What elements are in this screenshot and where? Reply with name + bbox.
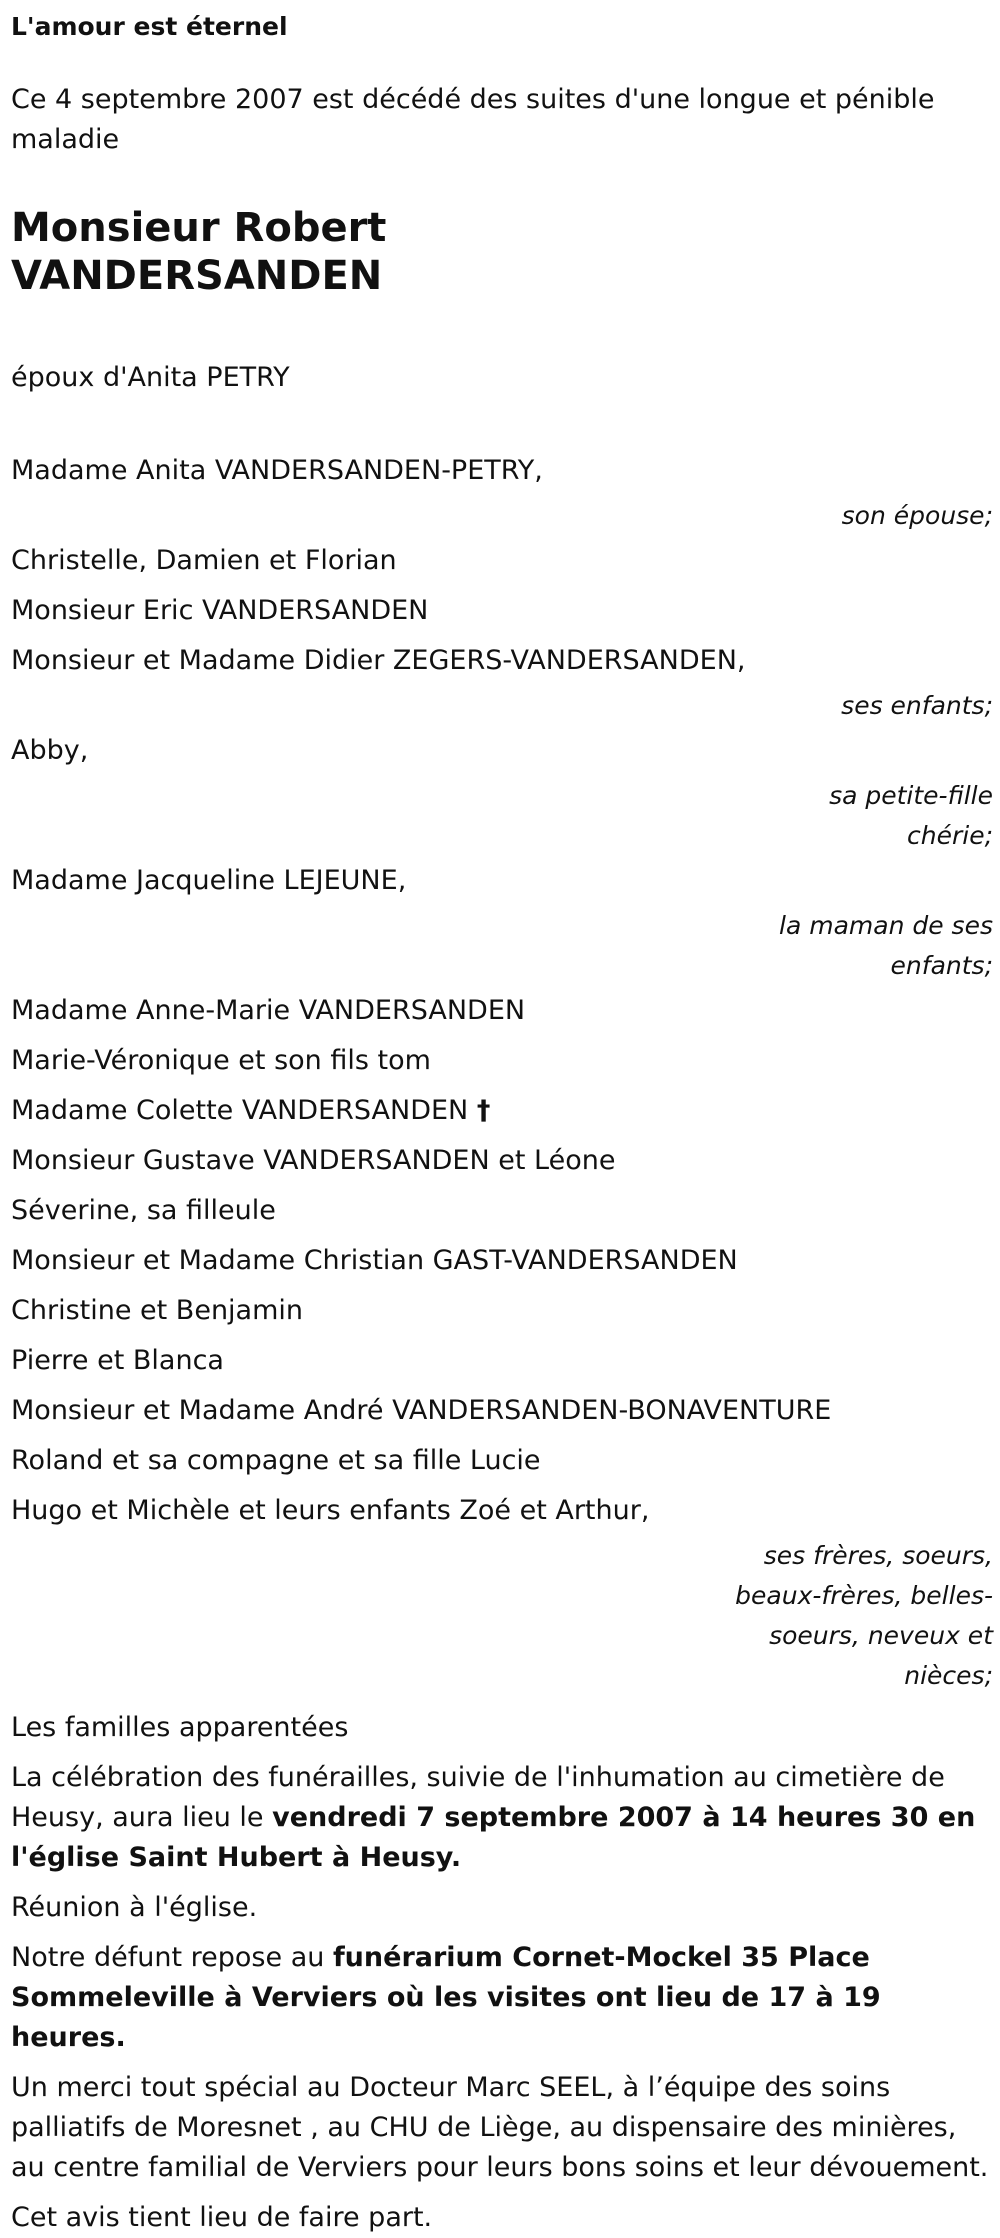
funerarium-details: funérarium Cornet-Mockel 35 Place Sommeleville à Verviers où les visites ont lieu de 17 à 19 heures. — [11, 1942, 881, 2053]
deceased-name — [11, 204, 993, 300]
closing-note: Cet avis tient lieu de faire part. — [11, 2202, 433, 2233]
family-name: Christelle, Damien et Florian — [11, 545, 397, 576]
related-families: Les familles apparentées — [11, 1712, 349, 1743]
family-group-mother — [11, 856, 993, 986]
relation-label — [11, 686, 993, 726]
family-name-text: Madame Colette VANDERSANDEN — [11, 1095, 469, 1126]
family-name: Pierre et Blanca — [11, 1345, 224, 1376]
funeral-date-place: vendredi 7 septembre 2007 à 14 heures 30 en l'église Saint Hubert à Heusy. — [11, 1802, 976, 1873]
relation-label — [11, 1536, 993, 1696]
family-name: Abby, — [11, 735, 89, 766]
relation-text: ses frères, soeurs, beaux-frères, belles-soeurs, neveux et nièces; — [735, 1541, 993, 1690]
family-name: Madame Jacqueline LEJEUNE, — [11, 865, 407, 896]
family-name: Monsieur et Madame Christian GAST-VANDERSANDEN — [11, 1245, 738, 1276]
spouse-of: époux d'Anita PETRY — [11, 362, 290, 393]
funeral-lead: La célébration des funérailles, suivie de l'inhumation au cimetière de Heusy, aura lieu le — [11, 1762, 945, 1833]
relation-text: la maman de ses enfants; — [779, 911, 993, 980]
family-name: Roland et sa compagne et sa fille Lucie — [11, 1445, 541, 1476]
relation-text: son épouse; — [841, 501, 993, 530]
family-name: Hugo et Michèle et leurs enfants Zoé et Arthur, — [11, 1495, 650, 1526]
relation-label — [11, 496, 993, 536]
funeral-details — [11, 1758, 993, 1878]
family-name: Marie-Véronique et son fils tom — [11, 1045, 431, 1076]
death-announcement: Ce 4 septembre 2007 est décédé des suites d'une longue et pénible maladie — [11, 84, 935, 155]
family-group-siblings — [11, 986, 993, 1696]
family-name: Séverine, sa filleule — [11, 1195, 276, 1226]
family-group-granddaughter — [11, 726, 993, 856]
repose-lead: Notre défunt repose au — [11, 1942, 333, 1973]
meeting-note: Réunion à l'église. — [11, 1892, 258, 1923]
family-list — [11, 446, 993, 1696]
relation-text: sa petite-fille chérie; — [829, 781, 993, 850]
family-name: Monsieur Eric VANDERSANDEN — [11, 595, 429, 626]
relation-text: ses enfants; — [841, 691, 993, 720]
relation-label — [11, 776, 993, 856]
family-name-with-dagger — [11, 1086, 993, 1136]
family-group-spouse — [11, 446, 993, 536]
family-name: Madame Anita VANDERSANDEN-PETRY, — [11, 455, 543, 486]
family-name: Monsieur Gustave VANDERSANDEN et Léone — [11, 1145, 616, 1176]
dagger-icon: † — [476, 1095, 491, 1126]
relation-label — [11, 906, 993, 986]
family-group-children — [11, 536, 993, 726]
thanks-note: Un merci tout spécial au Docteur Marc SEEL, à l’équipe des soins palliatifs de Moresnet , au CHU de Liège, au dispensaire des minières, au centre familial de Verviers pour leurs bons soins et leur dévouement. — [11, 2072, 989, 2183]
family-name: Monsieur et Madame Didier ZEGERS-VANDERSANDEN, — [11, 645, 746, 676]
family-name: Monsieur et Madame André VANDERSANDEN-BONAVENTURE — [11, 1395, 832, 1426]
family-name: Madame Anne-Marie VANDERSANDEN — [11, 995, 526, 1026]
obituary-column — [11, 10, 993, 2238]
deceased-name-line1: Monsieur Robert — [11, 205, 387, 251]
headline: L'amour est éternel — [11, 12, 288, 41]
deceased-name-line2: VANDERSANDEN — [11, 253, 383, 299]
repose-details — [11, 1938, 993, 2058]
family-name: Christine et Benjamin — [11, 1295, 304, 1326]
